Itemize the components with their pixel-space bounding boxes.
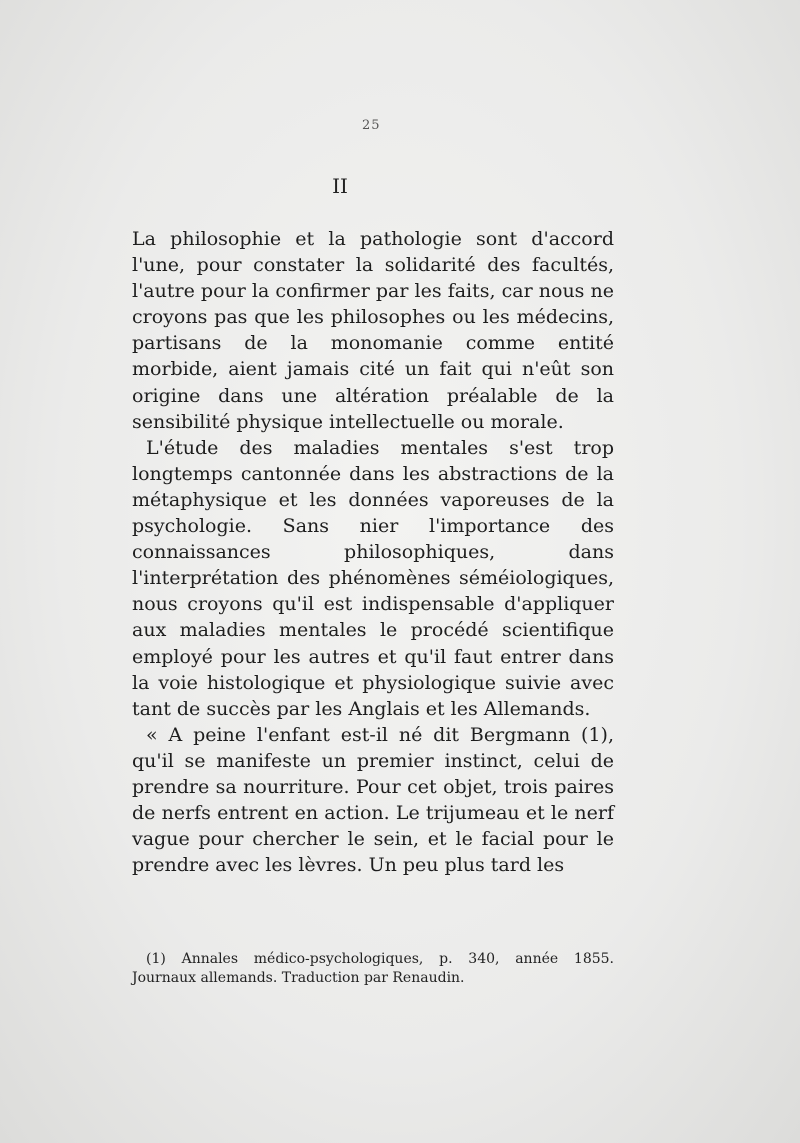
paragraph-1: La philosophie et la pathologie sont d'accord l'une, pour constater la solidarité des facultés, l'autre pour la confirmer par les faits, car nous ne croyons pas que les philosophes ou les médecins, partisans de la monomanie comme entité morbide, aient jamais cité un fait qui n'eût son origine dans une altération préalable de la sensibilité physique intellectuelle ou morale. (132, 228, 614, 433)
body-text (132, 226, 614, 878)
paragraph-3: « A peine l'enfant est-il né dit Bergmann (1), qu'il se manifeste un premier instinct, celui de prendre sa nourriture. Pour cet objet, trois paires de nerfs entrent en action. Le trijumeau et le nerf vague pour chercher le sein, et le facial pour le prendre avec les lèvres. Un peu plus tard les (132, 723, 614, 877)
page-number: 25 (362, 118, 381, 133)
paragraph-2: L'étude des maladies mentales s'est trop longtemps cantonnée dans les abstractions de la métaphysique et les données vaporeuses de la psychologie. Sans nier l'importance des connaissances philosophiques, dans l'interprétation des phénomènes séméiologiques, nous croyons qu'il est indispensable d'appliquer aux maladies mentales le procédé scientifique employé pour les autres et qu'il faut entrer dans la voie histologique et physiologique suivie avec tant de succès par les Anglais et les Allemands. (132, 436, 614, 720)
section-heading: II (332, 174, 348, 198)
footnote: (1) Annales médico-psychologiques, p. 340, année 1855. Journaux allemands. Traduction par Renaudin. (132, 951, 614, 986)
